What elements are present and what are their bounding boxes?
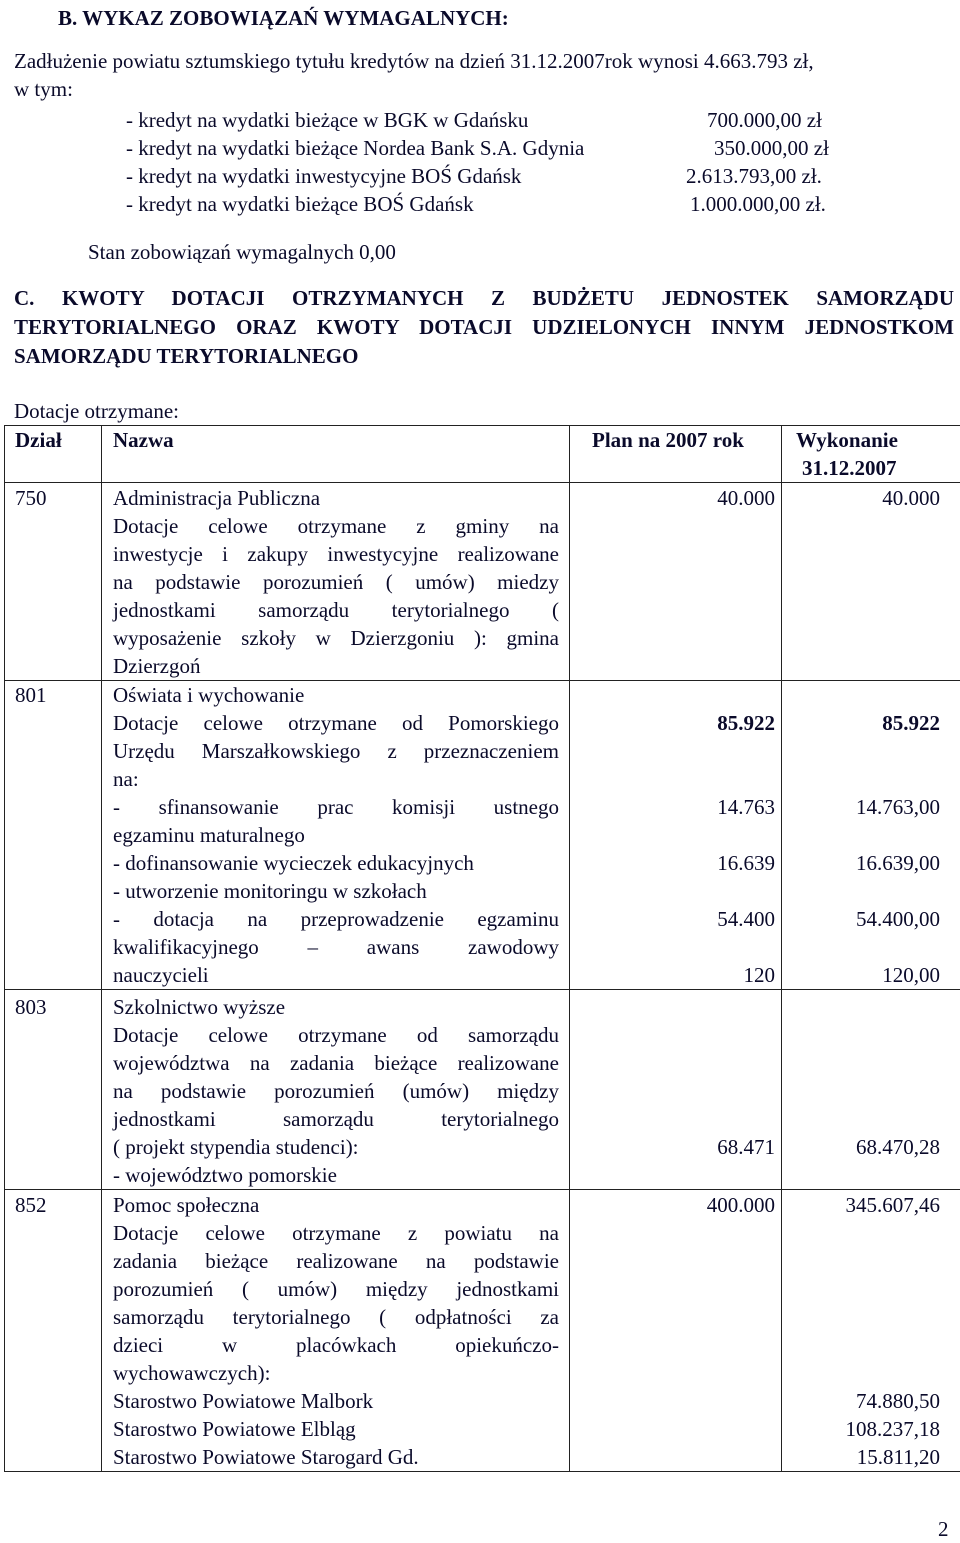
header-wykonanie: [782, 426, 960, 483]
header-dzial: Dział: [5, 426, 102, 483]
wykonanie-value: [782, 1331, 948, 1359]
plan-value: 16.639: [570, 849, 775, 877]
section-c-heading: C. KWOTY DOTACJI OTRZYMANYCH Z BUDŻETU JEDNOSTEK SAMORZĄDU TERYTORIALNEGO ORAZ KWOTY DOTACJI UDZIELONYCH INNYM JEDNOSTKOM SAMORZĄDU TERYTORIALNEGO: [14, 284, 954, 371]
row-line: Szkolnictwo wyższe: [113, 993, 559, 1021]
wykonanie-value: 40.000: [782, 484, 948, 512]
row-line: Dotacje celowe otrzymane od samorządu: [113, 1021, 559, 1049]
row-dzial: 803: [5, 990, 102, 1190]
row-line: dzieci w placówkach opiekuńczo-: [113, 1331, 559, 1359]
row-line: Oświata i wychowanie: [113, 681, 559, 709]
row-line: ( projekt stypendia studenci):: [113, 1133, 559, 1161]
plan-value: [570, 1275, 775, 1303]
row-line: Urzędu Marszałkowskiego z przeznaczeniem: [113, 737, 559, 765]
wykonanie-value: [782, 1359, 948, 1387]
row-nazwa: [102, 483, 570, 681]
row-line: Dzierzgoń: [113, 652, 559, 680]
wykonanie-value: [782, 1021, 948, 1049]
plan-value: 14.763: [570, 793, 775, 821]
wykonanie-value: [782, 1077, 948, 1105]
wykonanie-value: 68.470,28: [782, 1133, 948, 1161]
plan-value: 120: [570, 961, 775, 989]
plan-value: 400.000: [570, 1191, 775, 1219]
row-line: kwalifikacyjnego – awans zawodowy: [113, 933, 559, 961]
table-row: [5, 1190, 960, 1472]
row-wykonanie: [782, 681, 960, 990]
wykonanie-value: [782, 1105, 948, 1133]
row-line: Administracja Publiczna: [113, 484, 559, 512]
row-nazwa: [102, 1190, 570, 1472]
wykonanie-value: 14.763,00: [782, 793, 948, 821]
wykonanie-value: [782, 1049, 948, 1077]
plan-value: [570, 1219, 775, 1247]
plan-value: [570, 1443, 775, 1471]
wykonanie-value: 16.639,00: [782, 849, 948, 877]
credit-label: - kredyt na wydatki bieżące Nordea Bank S.A. Gdynia: [126, 134, 584, 162]
plan-value: [570, 821, 775, 849]
row-line: Pomoc społeczna: [113, 1191, 559, 1219]
wykonanie-value: [782, 821, 948, 849]
wykonanie-value: [782, 1275, 948, 1303]
wykonanie-value: [782, 877, 948, 905]
wykonanie-value: [782, 1247, 948, 1275]
grants-received-subheading: Dotacje otrzymane:: [14, 397, 179, 425]
grants-table: [4, 425, 960, 1472]
wykonanie-value: [782, 1303, 948, 1331]
row-plan: [570, 990, 782, 1190]
wykonanie-value: [782, 765, 948, 793]
row-wykonanie: [782, 483, 960, 681]
row-line: - województwo pomorskie: [113, 1161, 559, 1189]
credit-amount: 1.000.000,00 zł.: [690, 190, 826, 218]
liabilities-status: Stan zobowiązań wymagalnych 0,00: [88, 238, 396, 266]
wykonanie-value: [782, 993, 948, 1021]
plan-value: [570, 737, 775, 765]
credit-label: - kredyt na wydatki inwestycyjne BOŚ Gdańsk: [126, 162, 521, 190]
wykonanie-value: 120,00: [782, 961, 948, 989]
plan-value: 85.922: [570, 709, 775, 737]
plan-value: [570, 1331, 775, 1359]
header-wykonanie-date: 31.12.2007: [796, 454, 960, 482]
plan-value: [570, 1049, 775, 1077]
wykonanie-value: 345.607,46: [782, 1191, 948, 1219]
plan-value: [570, 877, 775, 905]
wykonanie-value: [782, 737, 948, 765]
wykonanie-value: [782, 1219, 948, 1247]
row-line: na:: [113, 765, 559, 793]
row-line: wychowawczych):: [113, 1359, 559, 1387]
row-line: jednostkami samorządu terytorialnego: [113, 1105, 559, 1133]
row-line: - dotacja na przeprowadzenie egzaminu: [113, 905, 559, 933]
row-line: samorządu terytorialnego ( odpłatności za: [113, 1303, 559, 1331]
wykonanie-value: [782, 1161, 948, 1189]
plan-value: [570, 1359, 775, 1387]
plan-value: [570, 1077, 775, 1105]
row-line: Starostwo Powiatowe Malbork: [113, 1387, 559, 1415]
wykonanie-value: 108.237,18: [782, 1415, 948, 1443]
row-wykonanie: [782, 1190, 960, 1472]
plan-value: [570, 1415, 775, 1443]
row-line: Dotacje celowe otrzymane z gminy na: [113, 512, 559, 540]
row-line: województwa na zadania bieżące realizowane: [113, 1049, 559, 1077]
row-line: Starostwo Powiatowe Starogard Gd.: [113, 1443, 559, 1471]
row-line: na podstawie porozumień ( umów) miedzy: [113, 568, 559, 596]
row-line: - dofinansowanie wycieczek edukacyjnych: [113, 849, 559, 877]
plan-value: 68.471: [570, 1133, 775, 1161]
table-row: [5, 483, 960, 681]
plan-value: [570, 681, 775, 709]
page-number: 2: [938, 1515, 949, 1543]
header-nazwa: Nazwa: [102, 426, 570, 483]
row-line: zadania bieżące realizowane na podstawie: [113, 1247, 559, 1275]
row-nazwa: [102, 681, 570, 990]
wykonanie-value: 15.811,20: [782, 1443, 948, 1471]
wykonanie-value: 74.880,50: [782, 1387, 948, 1415]
row-plan: [570, 483, 782, 681]
row-line: Dotacje celowe otrzymane od Pomorskiego: [113, 709, 559, 737]
plan-value: [570, 1247, 775, 1275]
row-dzial: 801: [5, 681, 102, 990]
wykonanie-value: 54.400,00: [782, 905, 948, 933]
table-row: [5, 681, 960, 990]
row-line: - utworzenie monitoringu w szkołach: [113, 877, 559, 905]
wykonanie-value: [782, 681, 948, 709]
row-dzial: 750: [5, 483, 102, 681]
plan-value: [570, 1021, 775, 1049]
plan-value: 40.000: [570, 484, 775, 512]
credit-amount: 700.000,00 zł: [707, 106, 822, 134]
row-line: inwestycje i zakupy inwestycyjne realizowane: [113, 540, 559, 568]
row-wykonanie: [782, 990, 960, 1190]
row-line: egzaminu maturalnego: [113, 821, 559, 849]
plan-value: [570, 1303, 775, 1331]
row-line: nauczycieli: [113, 961, 559, 989]
row-line: wyposażenie szkoły w Dzierzgoniu ): gmina: [113, 624, 559, 652]
credit-amount: 350.000,00 zł: [714, 134, 829, 162]
row-line: porozumień ( umów) między jednostkami: [113, 1275, 559, 1303]
row-line: na podstawie porozumień (umów) między: [113, 1077, 559, 1105]
debt-intro-line2: w tym:: [14, 75, 73, 103]
plan-value: [570, 765, 775, 793]
plan-value: [570, 1105, 775, 1133]
row-plan: [570, 681, 782, 990]
row-line: Dotacje celowe otrzymane z powiatu na: [113, 1219, 559, 1247]
header-wykonanie-label: Wykonanie: [796, 426, 960, 454]
header-plan: Plan na 2007 rok: [570, 426, 782, 483]
table-header-row: [5, 426, 960, 483]
row-nazwa: [102, 990, 570, 1190]
debt-intro-line1: Zadłużenie powiatu sztumskiego tytułu kredytów na dzień 31.12.2007rok wynosi 4.663.793 zł,: [14, 47, 814, 75]
plan-value: [570, 1387, 775, 1415]
plan-value: [570, 1161, 775, 1189]
plan-value: 54.400: [570, 905, 775, 933]
row-plan: [570, 1190, 782, 1472]
section-b-heading: B. WYKAZ ZOBOWIĄZAŃ WYMAGALNYCH:: [58, 4, 509, 32]
row-line: Starostwo Powiatowe Elbląg: [113, 1415, 559, 1443]
row-line: jednostkami samorządu terytorialnego (: [113, 596, 559, 624]
credit-amount: 2.613.793,00 zł.: [686, 162, 822, 190]
wykonanie-value: [782, 933, 948, 961]
wykonanie-value: 85.922: [782, 709, 948, 737]
credit-label: - kredyt na wydatki bieżące w BGK w Gdańsku: [126, 106, 528, 134]
plan-value: [570, 933, 775, 961]
row-line: - sfinansowanie prac komisji ustnego: [113, 793, 559, 821]
row-dzial: 852: [5, 1190, 102, 1472]
plan-value: [570, 993, 775, 1021]
credit-label: - kredyt na wydatki bieżące BOŚ Gdańsk: [126, 190, 474, 218]
table-row: [5, 990, 960, 1190]
